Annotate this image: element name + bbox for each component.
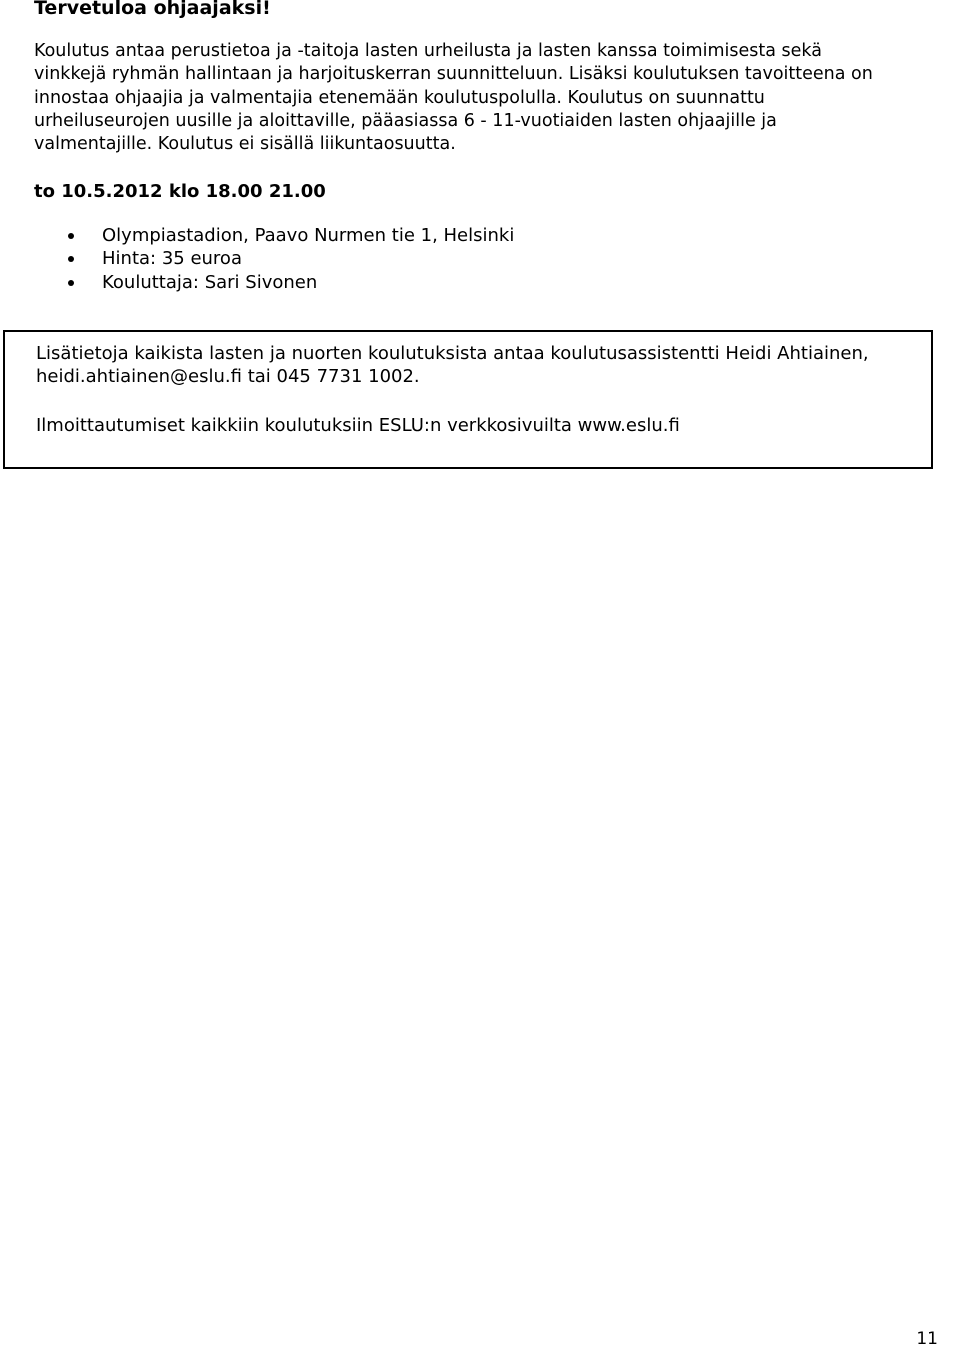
list-item: [34, 271, 514, 294]
intro-line: innostaa ohjaajia ja valmentajia etenemään koulutuspolulla. Koulutus on suunnattu: [34, 87, 765, 108]
contact-line: Lisätietoja kaikista lasten ja nuorten koulutuksista antaa koulutusassistentti Heidi Ahtiainen,: [36, 343, 869, 364]
intro-paragraph: [34, 40, 939, 156]
bullet-icon: [68, 256, 74, 262]
contact-info: [36, 342, 869, 389]
detail-location: Olympiastadion, Paavo Nurmen tie 1, Helsinki: [102, 225, 515, 246]
event-details-list: [34, 224, 514, 294]
list-item: [34, 224, 514, 247]
info-box: [3, 330, 933, 469]
registration-info: Ilmoittautumiset kaikkiin koulutuksiin ESLU:n verkkosivuilta www.eslu.fi: [36, 415, 680, 436]
event-datetime: to 10.5.2012 klo 18.00 21.00: [34, 181, 326, 202]
intro-line: Koulutus antaa perustietoa ja -taitoja lasten urheilusta ja lasten kanssa toimimisesta sekä: [34, 41, 822, 61]
detail-trainer: Kouluttaja: Sari Sivonen: [102, 271, 318, 293]
list-item: [34, 247, 514, 270]
bullet-icon: [68, 233, 74, 239]
bullet-icon: [68, 280, 74, 286]
contact-line: heidi.ahtiainen@eslu.fi tai 045 7731 1002.: [36, 366, 420, 388]
detail-price: Hinta: 35 euroa: [102, 248, 242, 270]
intro-line: vinkkejä ryhmän hallintaan ja harjoituskerran suunnitteluun. Lisäksi koulutuksen tavoitteena on: [34, 64, 873, 85]
intro-line: urheiluseurojen uusille ja aloittaville, pääasiassa 6 - 11-vuotiaiden lasten ohjaajille ja: [34, 110, 777, 131]
page-heading: Tervetuloa ohjaajaksi!: [34, 0, 271, 19]
intro-line: valmentajille. Koulutus ei sisällä liikuntaosuutta.: [34, 134, 456, 155]
page-number: 11: [916, 1329, 938, 1349]
